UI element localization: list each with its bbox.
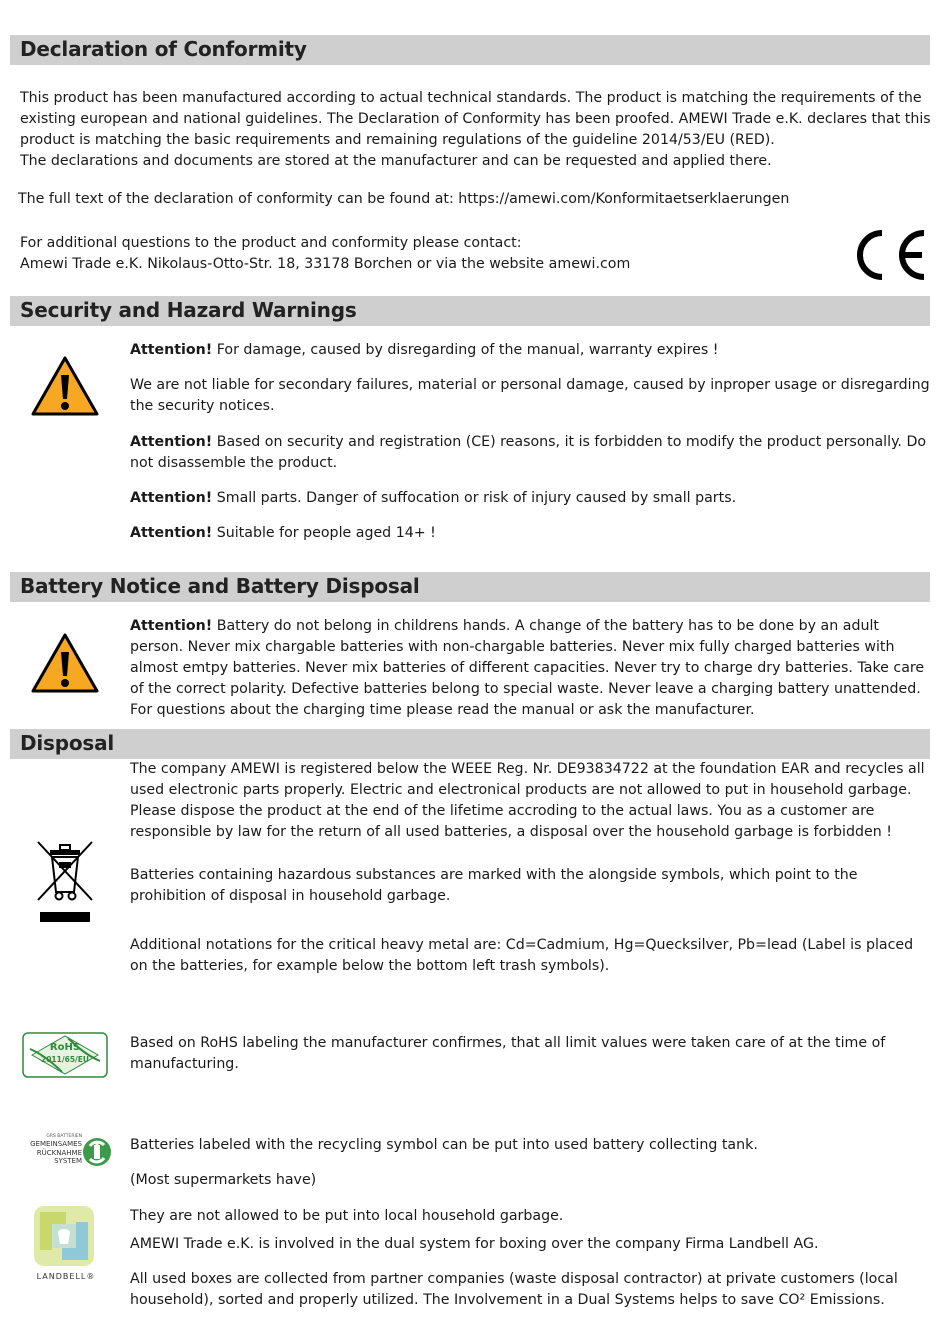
attention-label: Attention! — [130, 489, 213, 506]
landbell-symbol-icon — [32, 1204, 96, 1268]
warning-triangle-icon — [30, 355, 100, 417]
landbell-logo — [30, 1204, 102, 1286]
security-header-bar — [10, 296, 930, 326]
attention-label: Attention! — [130, 618, 213, 635]
battery-recycling-icon — [82, 1136, 112, 1168]
security-line-3: Based on security and registration (CE) reasons, it is forbidden to modify the product personally. Do not disassemble the product. — [130, 433, 927, 471]
grs-line-2: RÜCKNAHME — [36, 1148, 82, 1157]
security-title: Security and Hazard Warnings — [20, 298, 357, 322]
security-text-block — [130, 326, 930, 558]
disposal-recycling-line-1: Batteries labeled with the recycling symbol can be put into used battery collecting tank. — [130, 1137, 758, 1154]
conformity-paragraph-2: The declarations and documents are stored at the manufacturer and can be requested and applied there. — [20, 153, 772, 169]
rohs-directive: 2011/65/EU — [40, 1055, 89, 1064]
battery-text: Battery do not belong in childrens hands. A change of the battery has to be done by an adult person. Never mix chargable batteries with non-chargable batteries. Never mix fully charged batteries with almost emtpy batteries. Never mix batteries of different capacities. Never try to charge dry batteries. Take care of the correct polarity. Defective batteries belong to special waste. Never leave a charging battery unattended. For questions about the charging time please read the manual or ask the manufacturer. — [130, 618, 925, 719]
warning-triangle-icon — [30, 632, 100, 694]
battery-text-block — [130, 602, 930, 735]
conformity-paragraph-1: This product has been manufactured according to actual technical standards. The product is matching the requirements of the existing european and national guidelines. The Declaration of Conformity has been proofed. AMEWI Trade e.K. declares that this product is matching the basic requirements and remaining regulations of the guideline 2014/53/EU (RED). — [20, 90, 931, 148]
conformity-header-bar — [10, 35, 930, 65]
disposal-paragraph-hazardous: Batteries containing hazardous substances are marked with the alongside symbols, which point to the prohibition of disposal in household garbage. — [130, 867, 858, 904]
security-line-5: Suitable for people aged 14+ ! — [212, 524, 436, 541]
grs-small-label: GRS BATTERIEN — [46, 1134, 82, 1139]
landbell-label: LANDBELL® — [36, 1272, 96, 1281]
security-line-1: For damage, caused by disregarding of the manual, warranty expires ! — [212, 342, 719, 359]
disposal-paragraph-heavy-metal: Additional notations for the critical heavy metal are: Cd=Cadmium, Hg=Quecksilver, Pb=lead (Label is placed on the batteries, for example below the bottom left trash symbols). — [130, 937, 914, 974]
security-line-2: We are not liable for secondary failures, material or personal damage, caused by inproper usage or disregarding the security notices. — [130, 377, 930, 415]
attention-label: Attention! — [130, 433, 213, 450]
conformity-full-text-link: The full text of the declaration of conformity can be found at: https://amewi.com/Konformitaetserklaerungen — [18, 191, 790, 207]
disposal-dual-system-line-1: AMEWI Trade e.K. is involved in the dual system for boxing over the company Firma Landbell AG. — [130, 1236, 819, 1253]
grs-line-1: GEMEINSAMES — [30, 1140, 82, 1148]
conformity-title: Declaration of Conformity — [20, 37, 307, 61]
attention-label: Attention! — [130, 342, 213, 359]
ce-mark-icon — [852, 227, 932, 283]
conformity-text-block — [20, 88, 935, 172]
disposal-recycling-line-3: They are not allowed to be put into local household garbage. — [130, 1207, 564, 1224]
conformity-contact-block — [20, 233, 820, 275]
disposal-paragraph-weee: The company AMEWI is registered below the WEEE Reg. Nr. DE93834722 at the foundation EAR and recycles all used electronic parts properly. Electric and electronical products are not allowed to put in household garbage. Please dispose the product at the end of the lifetime accroding to the actual laws. You as a customer are responsible by law for the return of all used batteries, a disposal over the household garbage is forbidden ! — [130, 761, 925, 840]
disposal-paragraph-rohs: Based on RoHS labeling the manufacturer confirmes, that all limit values were taken care of at the time of manufacturing. — [130, 1035, 886, 1072]
disposal-title: Disposal — [20, 731, 115, 755]
rohs-logo — [22, 1032, 108, 1078]
security-line-4: Small parts. Danger of suffocation or risk of injury caused by small parts. — [212, 489, 737, 506]
attention-label: Attention! — [130, 524, 213, 541]
disposal-dual-system-block — [130, 1220, 930, 1326]
disposal-recycling-line-2: (Most supermarkets have) — [130, 1172, 317, 1189]
disposal-dual-system-line-2: All used boxes are collected from partner companies (waste disposal contractor) at private customers (local household), sorted and properly utilized. The Involvement in a Dual Systems helps to save CO² Emissions. — [130, 1271, 898, 1309]
grs-line-3: SYSTEM — [54, 1157, 82, 1165]
battery-header-bar — [10, 572, 930, 602]
crossed-out-bin-icon — [34, 838, 96, 926]
battery-title: Battery Notice and Battery Disposal — [20, 574, 420, 598]
rohs-label: RoHS — [49, 1042, 81, 1053]
conformity-contact-line-1: For additional questions to the product and conformity please contact: — [20, 235, 522, 251]
conformity-contact-line-2: Amewi Trade e.K. Nikolaus-Otto-Str. 18, 33178 Borchen or via the website amewi.com — [20, 256, 631, 272]
grs-text — [16, 1140, 82, 1166]
disposal-header-bar — [10, 729, 930, 759]
grs-logo — [16, 1134, 112, 1170]
